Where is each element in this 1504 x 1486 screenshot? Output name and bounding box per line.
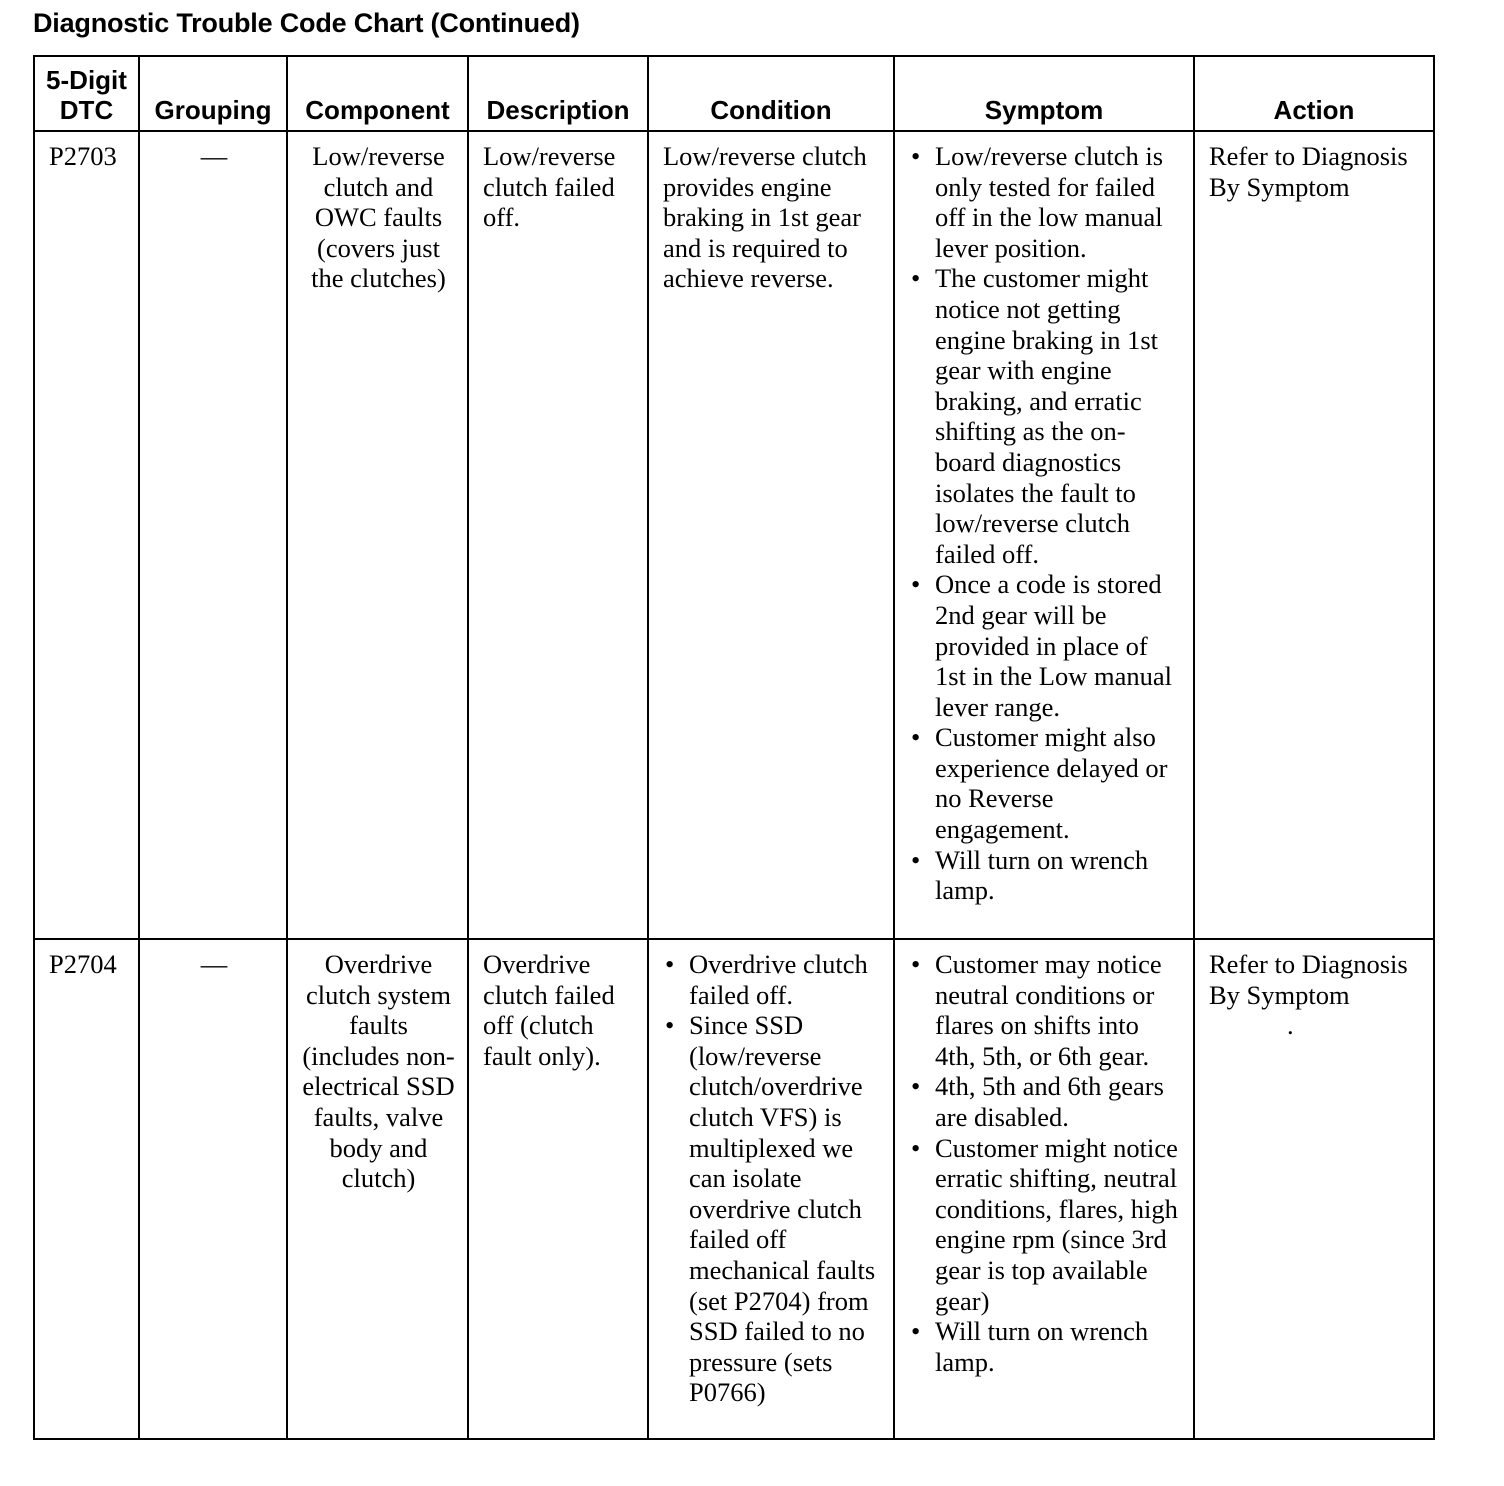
component-cell: Overdrive clutch system faults (includes non-electrical SSD faults, valve body and clutch) [287, 939, 468, 1439]
list-item: • Once a code is stored 2nd gear will be provided in place of 1st in the Low manual lever range. [909, 569, 1181, 722]
table-row [34, 131, 1434, 939]
grouping-cell: — [139, 939, 287, 1439]
action-cell [1194, 939, 1434, 1439]
action-cell: Refer to Diagnosis By Symptom [1194, 131, 1434, 939]
condition-cell [648, 939, 894, 1439]
symptom-cell [894, 131, 1194, 939]
symptom-cell [894, 939, 1194, 1439]
list-item: • Since SSD (low/reverse clutch/overdrive clutch VFS) is multiplexed we can isolate overdrive clutch failed off mechanical faults (set P2704) from SSD failed to no pressure (sets P0766) [663, 1010, 881, 1408]
action-trailing-dot: . [1287, 1010, 1294, 1041]
header-component: Component [287, 56, 468, 131]
description-cell: Low/reverse clutch failed off. [468, 131, 648, 939]
symptom-list [909, 141, 1181, 906]
list-item: • Customer might notice erratic shifting, neutral conditions, flares, high engine rpm (since 3rd gear is top available gear) [909, 1133, 1181, 1317]
list-item: • Overdrive clutch failed off. [663, 949, 881, 1010]
header-grouping: Grouping [139, 56, 287, 131]
list-item: • Will turn on wrench lamp. [909, 845, 1181, 906]
list-item: • 4th, 5th and 6th gears are disabled. [909, 1071, 1181, 1132]
list-item: • Customer might also experience delayed or no Reverse engagement. [909, 722, 1181, 844]
grouping-cell: — [139, 131, 287, 939]
list-item: • The customer might notice not getting engine braking in 1st gear with engine braking, and erratic shifting as the on-board diagnostics isolates the fault to low/reverse clutch failed off. [909, 263, 1181, 569]
header-dtc-line2: DTC [59, 95, 114, 125]
condition-list [663, 949, 881, 1408]
header-condition: Condition [648, 56, 894, 131]
condition-cell: Low/reverse clutch provides engine braking in 1st gear and is required to achieve reverse. [648, 131, 894, 939]
dtc-code: P2704 [34, 939, 139, 1439]
component-cell: Low/reverse clutch and OWC faults (covers just the clutches) [287, 131, 468, 939]
header-dtc-line1: 5-Digit [46, 65, 127, 95]
header-symptom: Symptom [894, 56, 1194, 131]
action-text: Refer to Diagnosis By Symptom [1209, 949, 1408, 1010]
header-row [34, 56, 1434, 131]
dtc-code: P2703 [34, 131, 139, 939]
list-item: • Low/reverse clutch is only tested for failed off in the low manual lever position. [909, 141, 1181, 263]
header-action: Action [1194, 56, 1434, 131]
list-item: • Customer may notice neutral conditions or flares on shifts into 4th, 5th, or 6th gear. [909, 949, 1181, 1071]
symptom-list [909, 949, 1181, 1377]
header-dtc [34, 56, 139, 131]
dtc-table [33, 55, 1435, 1440]
header-description: Description [468, 56, 648, 131]
list-item: • Will turn on wrench lamp. [909, 1316, 1181, 1377]
table-row [34, 939, 1434, 1439]
page-title: Diagnostic Trouble Code Chart (Continued) [33, 8, 580, 38]
description-cell: Overdrive clutch failed off (clutch fault only). [468, 939, 648, 1439]
